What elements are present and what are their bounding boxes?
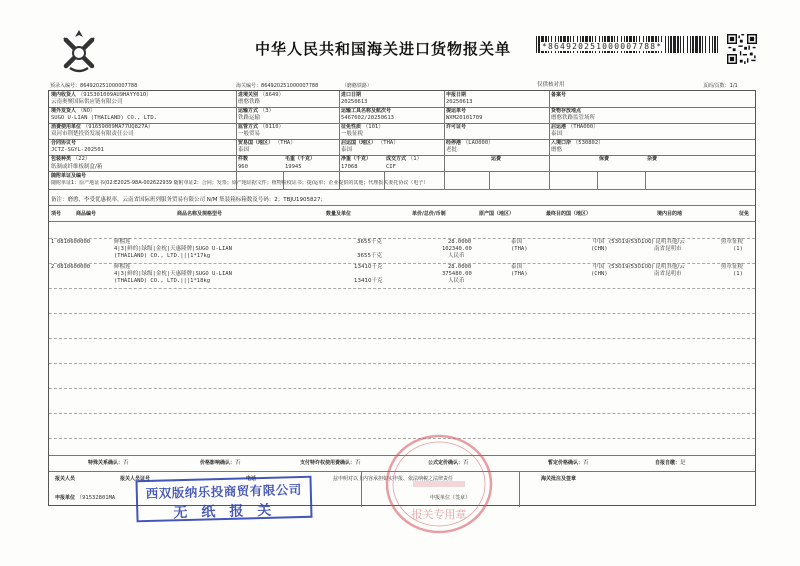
- consignee-code: （915301009AU9HAYY01O）: [77, 92, 152, 98]
- terms-label: [386, 156, 422, 163]
- origin-port-code: （THA000）: [567, 124, 599, 130]
- applicant-seal-label: 申报单位（签章）: [430, 495, 471, 501]
- remarks-text: 备注：磨憨，李受优惠税率，云南省国际班列服务贸易有限公司 N/M 集装箱标箱数及号码：2；TBJU1905827；: [51, 197, 326, 203]
- red-seal-text: 报关专用章: [411, 508, 467, 521]
- trade-country-code: （THA）: [274, 140, 296, 146]
- goods-total-price: 102340.00: [442, 246, 472, 252]
- goods-name: 鲜榴莲: [114, 264, 131, 270]
- gross-label: 毛重（千克）: [285, 156, 316, 162]
- applicant-label: 申报单位: [55, 495, 76, 501]
- goods-currency: 人民币: [448, 278, 465, 284]
- consumer-label: [51, 124, 153, 131]
- transport-code: （3）: [259, 108, 275, 114]
- via-port: 老挝: [446, 147, 458, 153]
- pieces: 960: [238, 164, 248, 170]
- consumer-code: （91659009MA77UQ827A）: [82, 124, 154, 130]
- consumer-label-text: 消费使用单位: [51, 124, 82, 130]
- goods-levy-code: (1): [733, 271, 743, 277]
- storage-label: 货物存放地点: [551, 108, 582, 114]
- package: 纸制或纤维板制盒/箱: [51, 164, 103, 170]
- goods-qty: 13410千克: [354, 264, 383, 270]
- customs-emblem-icon: [60, 28, 98, 76]
- goods-dest-code: (CHN): [591, 246, 608, 252]
- pre-entry-number: [50, 83, 137, 89]
- terms: CIF: [386, 164, 396, 170]
- depart-country: 泰国: [341, 147, 353, 153]
- goods-district: (53019/530100) 昆明其他/云: [609, 239, 685, 245]
- qr-code-icon: [727, 34, 757, 64]
- entry-place-label-text: 入境口岸: [551, 140, 572, 146]
- contract-label: 合同协议号: [51, 140, 77, 146]
- formula-price-value: 否: [463, 460, 469, 466]
- entry-port: 磨憨铁路: [238, 99, 261, 105]
- declare-date: 20250613: [446, 99, 473, 105]
- via-port-code: （LAO000）: [462, 140, 494, 146]
- goods-qty-2: 3655千克: [357, 253, 382, 259]
- supervision-label: [238, 124, 284, 131]
- supervision-label-text: 监管方式: [238, 124, 259, 130]
- declarant-label: 报关人员: [55, 476, 76, 482]
- shipper-name: SUGO U-LIAN (THAILAND) CO., LTD.: [51, 115, 157, 121]
- price-effect-value: 否: [235, 460, 241, 466]
- bill-label: 提运单号: [446, 108, 467, 114]
- shipper-label-text: 境外发货人: [51, 108, 77, 114]
- goods-district-2: 南省昆明市: [654, 271, 682, 277]
- goods-col-dest: 最终目的国（地区）: [546, 211, 592, 217]
- page-count: 页码/页数：1/1: [703, 83, 738, 89]
- blue-company-stamp: [135, 476, 312, 523]
- entry-place-label: [551, 140, 604, 147]
- goods-unit-price: 28.0000: [448, 264, 472, 270]
- royalty-value: 否: [355, 460, 361, 466]
- insurance-label: 保费: [599, 156, 610, 162]
- package-label-text: 包装种类: [51, 156, 72, 162]
- supervision: 一般贸易: [238, 131, 261, 137]
- royalty-confirm: [300, 460, 361, 467]
- freight-label: 运费: [491, 156, 502, 162]
- import-date: 20250613: [341, 99, 368, 105]
- applicant-unit: [55, 495, 115, 502]
- entry-port-label-text: 进境关别: [238, 92, 259, 98]
- shipper-label: [51, 108, 95, 115]
- goods-district: (53019/530100) 昆明其他/云: [609, 264, 685, 270]
- license-label: 许可证号: [446, 124, 467, 130]
- special-relation-value: 否: [123, 460, 129, 466]
- entry-port-code: （8649）: [259, 92, 285, 98]
- pre-entry-value: 864920251000007788: [80, 83, 138, 89]
- goods-name: 鲜榴莲: [114, 239, 131, 245]
- entry-place-code: （530802）: [572, 140, 604, 146]
- goods-levy: 照章征税: [721, 239, 744, 245]
- storage: 磨憨铁路监管场所: [551, 115, 596, 121]
- price-effect-label: 价格影响确认：: [200, 460, 236, 466]
- self-report-label: 自报自缴：: [655, 460, 681, 466]
- customs-no-label: 海关编号：: [236, 83, 262, 89]
- vehicle-label: 运输工具名称及航次号: [341, 108, 392, 114]
- origin-port: 泰国: [551, 131, 563, 137]
- depart-country-code: （THA）: [377, 140, 399, 146]
- goods-col-levy: 征免: [739, 211, 750, 217]
- contract-no: JCTZ-SGYL-202501: [51, 147, 104, 153]
- self-report-value: 是: [680, 460, 686, 466]
- bill-no: WXM20101709: [446, 115, 483, 121]
- customs-remark-label: 海关批注及签章: [541, 476, 577, 482]
- goods-origin-code: (THA): [511, 246, 528, 252]
- entry-place: 磨憨: [551, 147, 563, 153]
- terms-code: （1）: [407, 156, 423, 162]
- declaration-statement: 兹申明对以上内容承担如实申报、依法纳税之法律责任: [333, 476, 454, 482]
- customs-no-value: 864920251000007788: [261, 83, 319, 89]
- terms-label-text: 成交方式: [386, 156, 407, 162]
- depart-country-label: [341, 140, 399, 147]
- consignee-name: 云南奥聚国际供应链有限公司: [51, 99, 123, 105]
- red-customs-seal: [383, 428, 495, 540]
- declarant-cert-label: 报关人员证号: [120, 476, 151, 482]
- goods-unit-price: 28.0000: [448, 239, 472, 245]
- goods-currency: 人民币: [448, 253, 465, 259]
- special-relation-confirm: [88, 460, 129, 467]
- goods-origin: 泰国: [511, 264, 523, 270]
- levy-label: [341, 124, 384, 131]
- applicant-code: （91532801MA: [76, 495, 116, 501]
- misc-label: 杂费: [647, 156, 658, 162]
- goods-col-qty: 数量及单位: [326, 211, 352, 217]
- goods-levy-code: (1): [733, 246, 743, 252]
- blue-stamp-paperless: 无纸报关: [173, 502, 286, 522]
- declare-date-label: 申报日期: [446, 92, 467, 98]
- goods-item: 2: [51, 264, 55, 270]
- trade-country: 泰国: [238, 147, 250, 153]
- shipper-code: （NO）: [77, 108, 96, 114]
- goods-col-price: 单价/总价/币制: [412, 211, 446, 217]
- royalty-label: 支付特许权使用费确认：: [300, 460, 356, 466]
- transport-label-text: 运输方式: [238, 108, 259, 114]
- transport-label: [238, 108, 274, 115]
- docs-label: 随附单证及编号: [51, 173, 87, 179]
- goods-spec: 4|3|鲜的|绿级|金枕|天惠隆牌|SUGO U-LIAN: [114, 271, 232, 277]
- self-report-confirm: [655, 460, 686, 467]
- net: 17068: [341, 164, 358, 170]
- goods-col-name: 商品名称及规格型号: [177, 211, 223, 217]
- phone-label: 电话: [246, 476, 257, 482]
- formula-price-label: 公式定价确认：: [428, 460, 464, 466]
- consignee-label: [51, 92, 152, 99]
- provisional-price-label: 暂定价格确认：: [548, 460, 584, 466]
- goods-dest: 中国: [593, 239, 605, 245]
- goods-spec: 4|3|鲜的|绿级|金枕|天惠隆牌|SUGO U-LIAN: [114, 246, 232, 252]
- goods-code: 0810600000: [57, 264, 91, 270]
- pre-entry-label: 预录入编号：: [50, 83, 81, 89]
- goods-dest-code: (CHN): [591, 271, 608, 277]
- trade-country-label-text: 贸易国（地区）: [238, 140, 274, 146]
- levy-label-text: 征免性质: [341, 124, 362, 130]
- goods-item: 1: [51, 239, 55, 245]
- entry-port-label: [238, 92, 284, 99]
- goods-district-2: 南省昆明市: [654, 246, 682, 252]
- origin-port-label-text: 启运港: [551, 124, 567, 130]
- package-label: [51, 156, 90, 163]
- goods-total-price: 375480.00: [442, 271, 472, 277]
- goods-col-item: 项号: [51, 211, 62, 217]
- consumer-name: 双河市荆楚投资发展有限责任公司: [51, 131, 134, 137]
- special-relation-label: 特殊关系确认：: [88, 460, 124, 466]
- origin-port-label: [551, 124, 599, 131]
- gross: 19945: [285, 164, 302, 170]
- goods-qty-2: 13410千克: [354, 278, 383, 284]
- goods-col-code: 商品编号: [76, 211, 97, 217]
- import-date-label: 进口日期: [341, 92, 362, 98]
- docs-text: 随附单证1：原产地证书(02:E2025-98A-002622939 随附单证2：合同；发票；原产地证据文件；植物检疫证书；提/运单；企业提供的其他；代理报关委托协议（电子）: [51, 180, 429, 186]
- package-code: （22）: [72, 156, 91, 162]
- vehicle: 5467602/20250613: [341, 115, 394, 121]
- goods-spec-2: (THAILAND) CO., LTD.|||1*18kg: [114, 278, 211, 284]
- depart-country-label-text: 启运国（地区）: [341, 140, 377, 146]
- goods-qty: 3655千克: [357, 239, 382, 245]
- transport: 铁路运输: [238, 115, 261, 121]
- via-port-label: [446, 140, 494, 147]
- levy-code: （101）: [362, 124, 384, 130]
- consignee-label-text: 境内收货人: [51, 92, 77, 98]
- provisional-price-value: 否: [583, 460, 589, 466]
- trade-country-label: [238, 140, 296, 147]
- verify-note: 仅供核对用: [537, 82, 565, 88]
- levy: 一般征税: [341, 131, 364, 137]
- price-effect-confirm: [200, 460, 241, 467]
- barcode-text: *864920251000007788*: [542, 42, 663, 51]
- goods-origin: 泰国: [511, 239, 523, 245]
- goods-levy: 照章征税: [721, 264, 744, 270]
- goods-spec-2: (THAILAND) CO., LTD.|||1*17kg: [114, 253, 211, 259]
- goods-code: 0810600000: [57, 239, 91, 245]
- via-port-label-text: 经停港: [446, 140, 462, 146]
- goods-col-district: 境内目的地: [657, 211, 683, 217]
- goods-origin-code: (THA): [511, 271, 528, 277]
- supervision-code: （0110）: [259, 124, 285, 130]
- customs-office: （磨憨铁路）: [341, 83, 372, 89]
- provisional-price-confirm: [548, 460, 589, 467]
- filing-label: 备案号: [551, 92, 567, 98]
- customs-number: [236, 83, 372, 89]
- net-label: 净重（千克）: [341, 156, 372, 162]
- blue-stamp-company: 西双版纳乐投商贸有限公司: [145, 481, 302, 502]
- pieces-label: 件数: [238, 156, 249, 162]
- goods-dest: 中国: [593, 264, 605, 270]
- goods-col-origin: 原产国（地区）: [479, 211, 515, 217]
- form-title: 中华人民共和国海关进口货物报关单: [255, 40, 512, 58]
